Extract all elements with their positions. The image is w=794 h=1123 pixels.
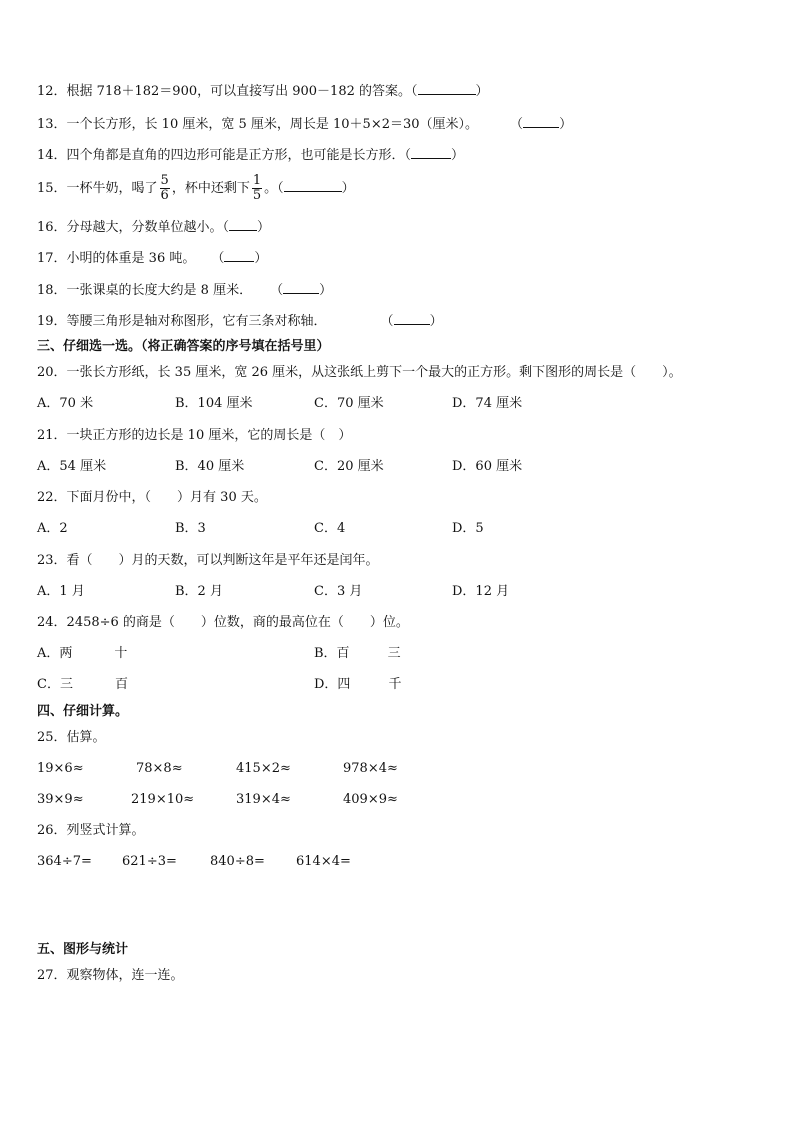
estimate-item: 219×10≈	[131, 792, 195, 807]
vertical-calc-item: 614×4=	[296, 854, 351, 869]
option-b[interactable]: B．104 厘米	[175, 396, 253, 411]
option-c[interactable]: C．4	[314, 521, 346, 536]
question-17: 17．小明的体重是 36 吨。 （ ）	[37, 251, 268, 266]
option-c[interactable]: C．三 百	[37, 677, 128, 692]
answer-blank[interactable]	[394, 312, 430, 325]
estimate-item: 415×2≈	[236, 761, 291, 776]
question-21: 21．一块正方形的边长是 10 厘米，它的周长是（ ）	[37, 428, 352, 443]
option-d[interactable]: D．5	[452, 521, 484, 536]
estimate-item: 78×8≈	[136, 761, 183, 776]
answer-blank[interactable]	[284, 179, 342, 192]
option-c[interactable]: C．3 月	[314, 584, 363, 599]
option-c[interactable]: C．20 厘米	[314, 459, 384, 474]
question-14: 14．四个角都是直角的四边形可能是正方形，也可能是长方形．（ ）	[37, 148, 465, 163]
option-a[interactable]: A．70 米	[37, 396, 94, 411]
option-b[interactable]: B．2 月	[175, 584, 223, 599]
estimate-item: 19×6≈	[37, 761, 84, 776]
question-15: 15．一杯牛奶，喝了 $\frac{5}{6}$ ，杯中还剩下 $\frac{1}{5}$ 。（ ）	[37, 173, 355, 203]
question-16: 16．分母越大，分数单位越小。（ ）	[37, 220, 271, 235]
answer-blank[interactable]	[224, 249, 254, 262]
question-27: 27．观察物体，连一连。	[37, 968, 184, 983]
question-26: 26．列竖式计算。	[37, 823, 145, 838]
option-b[interactable]: B．3	[175, 521, 206, 536]
option-c[interactable]: C．70 厘米	[314, 396, 384, 411]
option-d[interactable]: D．12 月	[452, 584, 510, 599]
answer-blank[interactable]	[283, 281, 319, 294]
option-d[interactable]: D．60 厘米	[452, 459, 523, 474]
question-12: 12．根据 718＋182＝900，可以直接写出 900－182 的答案。（ ）	[37, 84, 489, 99]
option-b[interactable]: B．百 三	[314, 646, 401, 661]
question-19: 19．等腰三角形是轴对称图形，它有三条对称轴． （ ）	[37, 314, 443, 329]
answer-blank[interactable]	[523, 115, 559, 128]
question-20: 20．一张长方形纸，长 35 厘米，宽 26 厘米，从这张纸上剪下一个最大的正方形。剩下图形的周长是（ ）。	[37, 365, 682, 380]
fraction-five-sixths: $\frac{5}{6}$	[160, 173, 169, 203]
section-heading-5: 五、图形与统计	[37, 942, 129, 957]
estimate-item: 409×9≈	[343, 792, 398, 807]
vertical-calc-item: 840÷8=	[210, 854, 265, 869]
option-a[interactable]: A．2	[37, 521, 68, 536]
option-b[interactable]: B．40 厘米	[175, 459, 245, 474]
section-heading-3: 三、仔细选一选。（将正确答案的序号填在括号里）	[37, 339, 330, 354]
fraction-one-fifth: $\frac{1}{5}$	[252, 173, 262, 203]
estimate-item: 319×4≈	[236, 792, 291, 807]
question-18: 18．一张课桌的长度大约是 8 厘米． （ ）	[37, 283, 333, 298]
answer-blank[interactable]	[411, 146, 451, 159]
vertical-calc-item: 621÷3=	[122, 854, 177, 869]
vertical-calc-item: 364÷7=	[37, 854, 92, 869]
option-a[interactable]: A．两 十	[37, 646, 128, 661]
estimate-item: 39×9≈	[37, 792, 84, 807]
option-d[interactable]: D．四 千	[314, 677, 402, 692]
question-22: 22．下面月份中，（ ）月有 30 天。	[37, 490, 267, 505]
question-25: 25．估算。	[37, 730, 106, 745]
question-24: 24．2458÷6 的商是（ ）位数，商的最高位在（ ）位。	[37, 615, 409, 630]
estimate-item: 978×4≈	[343, 761, 398, 776]
option-a[interactable]: A．54 厘米	[37, 459, 107, 474]
section-heading-4: 四、仔细计算。	[37, 704, 129, 719]
answer-blank[interactable]	[418, 82, 476, 95]
option-a[interactable]: A．1 月	[37, 584, 85, 599]
option-d[interactable]: D．74 厘米	[452, 396, 523, 411]
answer-blank[interactable]	[229, 218, 257, 231]
question-13: 13．一个长方形，长 10 厘米，宽 5 厘米，周长是 10＋5×2＝30（厘米）。 （ ）	[37, 117, 573, 132]
question-23: 23．看（ ）月的天数，可以判断这年是平年还是闰年。	[37, 553, 379, 568]
